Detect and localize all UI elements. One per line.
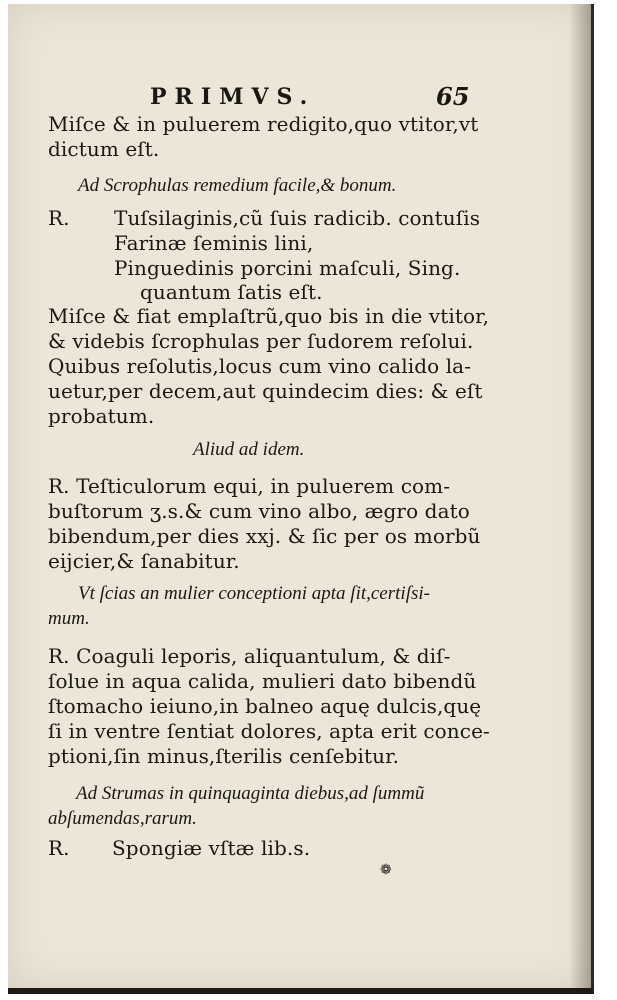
- recipe-heading: Ad Scrophulas remedium facile,& bonum.: [78, 175, 397, 196]
- running-title: PRIMVS.: [150, 84, 316, 110]
- text-line: ſtomacho ieiuno,in balneo aquę dulcis,quę: [48, 694, 482, 718]
- text-line: ptioni,ſin minus,ſterilis cenſebitur.: [48, 744, 400, 768]
- text-line: Spongiæ vſtæ lib.s.: [112, 836, 311, 860]
- text-line: Miſce & in puluerem redigito,quo vtitor,vt: [48, 112, 479, 136]
- recipe-heading: abſumendas,rarum.: [48, 808, 197, 829]
- text-line: ſi in ventre ſentiat dolores, apta erit conce-: [48, 719, 490, 743]
- text-line: Miſce & fiat emplaſtrũ,quo bis in die vtitor,: [48, 304, 490, 328]
- recipe-mark: R.: [48, 206, 70, 230]
- text-line: Pinguedinis porcini maſculi, Sing.: [114, 256, 461, 280]
- text-line: ſolue in aqua calida, mulieri dato bibendũ: [48, 669, 477, 693]
- recipe-heading: Vt ſcias an mulier conceptioni apta ſit,certiſsi-: [78, 583, 430, 604]
- text-line: Farinæ ſeminis lini,: [114, 231, 314, 255]
- text-line: R. Teſticulorum equi, in puluerem com-: [48, 474, 451, 498]
- ornament-icon: ❁: [380, 862, 392, 878]
- text-line: probatum.: [48, 404, 155, 428]
- text-line: buſtorum ʒ.s.& cum vino albo, ægro dato: [48, 499, 470, 523]
- text-line: eijcier,& ſanabitur.: [48, 549, 240, 573]
- recipe-heading: mum.: [48, 608, 90, 629]
- book-page: [8, 4, 594, 994]
- text-line: dictum eſt.: [48, 137, 160, 161]
- recipe-heading: Aliud ad idem.: [193, 439, 305, 460]
- text-line: quantum ſatis eſt.: [140, 280, 323, 304]
- text-line: Quibus reſolutis,locus cum vino calido la-: [48, 354, 472, 378]
- text-line: Tuſsilaginis,cũ ſuis radicib. contuſis: [114, 206, 481, 230]
- recipe-heading: Ad Strumas in quinquaginta diebus,ad ſummũ: [76, 783, 425, 804]
- text-line: bibendum,per dies xxj. & ſic per os morbũ: [48, 524, 481, 548]
- text-line: & videbis ſcrophulas per ſudorem reſolui.: [48, 329, 474, 353]
- text-line: R. Coaguli leporis, aliquantulum, & diſ-: [48, 644, 451, 668]
- recipe-mark: R.: [48, 836, 70, 860]
- text-line: uetur,per decem,aut quindecim dies: & eſt: [48, 379, 483, 403]
- page-number: 65: [436, 82, 470, 111]
